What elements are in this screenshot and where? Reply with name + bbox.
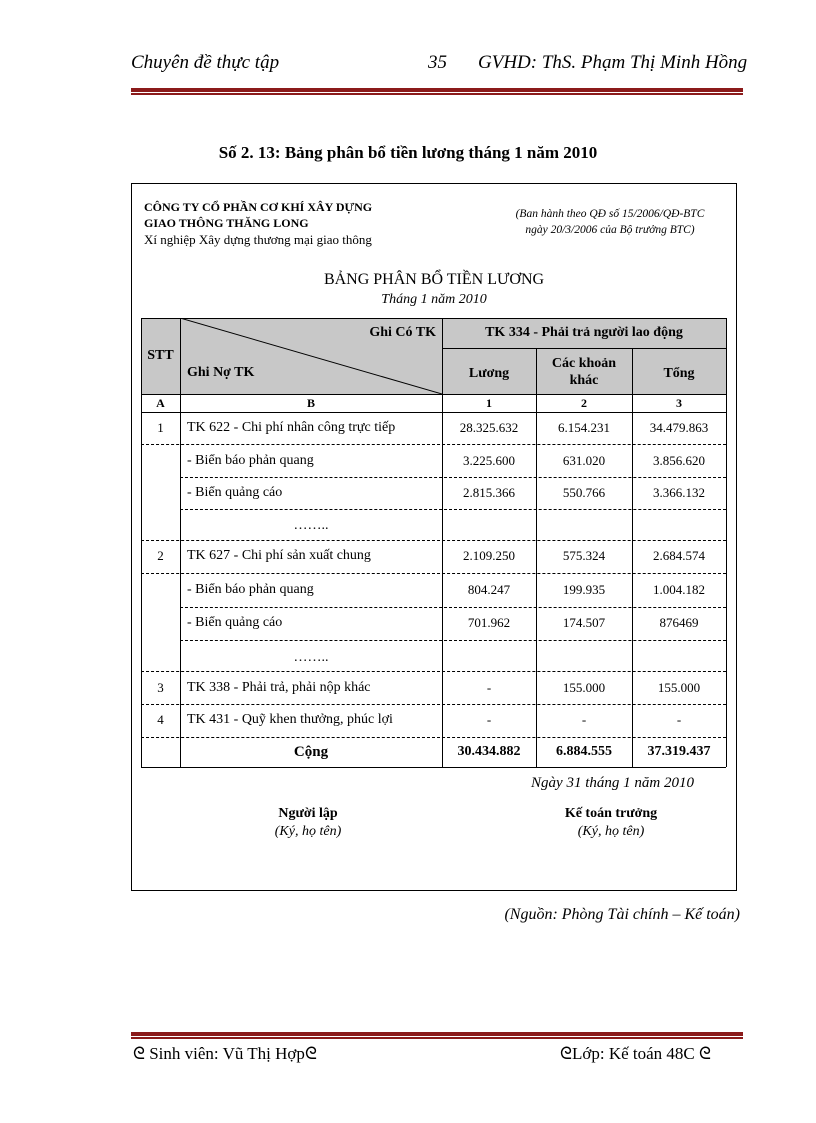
total-luong: 30.434.882	[457, 744, 521, 759]
row-separator	[180, 607, 726, 608]
row-cac-khoan-khac: 550.766	[562, 485, 606, 500]
source-note: (Nguồn: Phòng Tài chính – Kế toán)	[504, 906, 740, 923]
header-bottom-border	[141, 394, 726, 395]
table-top-border	[141, 318, 726, 319]
header-stt: STT	[147, 348, 174, 363]
date-line: Ngày 31 tháng 1 năm 2010	[531, 775, 694, 791]
row-luong: 701.962	[467, 615, 511, 630]
footer-class	[560, 1044, 711, 1064]
row-stt: 3	[157, 680, 164, 695]
row-description: TK 338 - Phải trả, phải nộp khác	[187, 680, 371, 695]
company-name-line2: GIAO THÔNG THĂNG LONG	[144, 216, 309, 230]
row-tong: 1.004.182	[653, 582, 705, 597]
index-1: 1	[486, 396, 492, 410]
header-credit: Ghi Có TK	[369, 325, 436, 340]
row-luong: 804.247	[467, 582, 511, 597]
row-cac-khoan-khac: 575.324	[562, 548, 606, 563]
row-description: ……..	[293, 518, 329, 533]
header-rule	[131, 88, 743, 92]
row-cac-khoan-khac: 199.935	[562, 582, 606, 597]
ornament-icon: ᘓ	[699, 1044, 711, 1063]
table-right-border	[726, 318, 727, 767]
row-cac-khoan-khac: -	[581, 712, 587, 727]
row-tong: 2.684.574	[653, 548, 705, 563]
header-advisor: GVHD: ThS. Phạm Thị Minh Hồng	[478, 52, 748, 73]
row-separator	[180, 477, 726, 478]
row-separator	[180, 509, 726, 510]
signature-note-chief-accountant: (Ký, họ tên)	[577, 824, 645, 839]
company-unit: Xí nghiệp Xây dựng thương mại giao thông	[144, 232, 372, 247]
row-stt: 2	[157, 548, 164, 563]
row-luong: 2.815.366	[463, 485, 515, 500]
row-tong: 155.000	[657, 680, 701, 695]
ornament-icon: ᘓ	[304, 1044, 317, 1063]
row-luong: -	[486, 712, 492, 727]
row-description: TK 431 - Quỹ khen thưởng, phúc lợi	[187, 712, 393, 727]
row-separator	[141, 737, 726, 738]
row-separator	[141, 671, 726, 672]
row-separator	[180, 640, 726, 641]
row-luong: 2.109.250	[463, 548, 515, 563]
total-tong: 37.319.437	[647, 744, 711, 759]
index-a: A	[156, 396, 165, 410]
row-description: ……..	[293, 650, 329, 665]
row-cac-khoan-khac: 6.154.231	[558, 420, 610, 435]
total-label: Cộng	[293, 744, 329, 760]
index-b: B	[306, 396, 315, 410]
footer-rule-thin	[131, 1037, 743, 1039]
index-2: 2	[581, 396, 587, 410]
row-cac-khoan-khac: 174.507	[562, 615, 606, 630]
row-description: TK 622 - Chi phí nhân công trực tiếp	[187, 420, 396, 435]
signature-title-preparer: Người lập	[278, 806, 338, 821]
row-separator	[141, 704, 726, 705]
header-luong: Lương	[468, 366, 510, 381]
row-luong: -	[486, 680, 492, 695]
row-separator	[141, 573, 726, 574]
group-divider	[442, 348, 726, 349]
row-description: - Biển báo phản quang	[187, 582, 314, 597]
page-number: 35	[428, 52, 447, 73]
header-cac-khoan-khac: Các khoản khác	[551, 356, 617, 388]
footer-class-text: Lớp: Kế toán 48C	[571, 1044, 695, 1063]
header-debit: Ghi Nợ TK	[187, 365, 255, 380]
col-divider-desc	[442, 318, 443, 767]
header-tk334: TK 334 - Phải trả người lao động	[485, 325, 683, 340]
row-description: - Biển quảng cáo	[187, 615, 283, 630]
row-separator	[141, 444, 726, 445]
table-title: BẢNG PHÂN BỔ TIỀN LƯƠNG	[323, 271, 545, 288]
table-subtitle: Tháng 1 năm 2010	[381, 292, 487, 307]
row-luong: 3.225.600	[463, 453, 515, 468]
footer-student	[133, 1044, 317, 1064]
row-tong: -	[676, 712, 682, 727]
table-bottom-border	[141, 767, 726, 768]
row-description: - Biển báo phản quang	[187, 453, 314, 468]
header-title: Chuyên đề thực tập	[131, 52, 280, 73]
header-tong: Tổng	[663, 366, 695, 381]
signature-title-chief-accountant: Kế toán trưởng	[564, 806, 658, 821]
row-tong: 3.366.132	[653, 485, 705, 500]
footer-student-text: Sinh viên: Vũ Thị Hợp	[149, 1044, 305, 1063]
footer-rule	[131, 1032, 743, 1036]
row-separator	[141, 540, 726, 541]
regulation-line2: ngày 20/3/2006 của Bộ trưởng BTC)	[525, 224, 695, 236]
ornament-icon: ᘓ	[560, 1044, 572, 1063]
row-cac-khoan-khac: 631.020	[562, 453, 606, 468]
total-khac: 6.884.555	[556, 744, 612, 759]
regulation-line1: (Ban hành theo QĐ số 15/2006/QĐ-BTC	[515, 208, 705, 220]
row-stt: 4	[157, 712, 164, 727]
figure-title: Số 2. 13: Bảng phân bổ tiền lương tháng 1 năm 2010	[218, 143, 598, 162]
row-tong: 34.479.863	[649, 420, 709, 435]
row-description: - Biển quảng cáo	[187, 485, 283, 500]
row-tong: 876469	[659, 615, 699, 630]
row-luong: 28.325.632	[459, 420, 519, 435]
company-name-line1: CÔNG TY CỔ PHẦN CƠ KHÍ XÂY DỰNG	[144, 200, 373, 214]
header-rule-thin	[131, 93, 743, 95]
row-tong: 3.856.620	[653, 453, 705, 468]
row-cac-khoan-khac: 155.000	[562, 680, 606, 695]
col-divider-stt	[180, 318, 181, 767]
ornament-icon: ᘓ	[133, 1044, 145, 1063]
signature-note-preparer: (Ký, họ tên)	[274, 824, 342, 839]
table-left-border	[141, 318, 142, 767]
index-3: 3	[676, 396, 682, 410]
row-stt: 1	[157, 420, 164, 435]
row-description: TK 627 - Chi phí sản xuất chung	[187, 548, 371, 563]
index-row-border	[141, 412, 726, 413]
